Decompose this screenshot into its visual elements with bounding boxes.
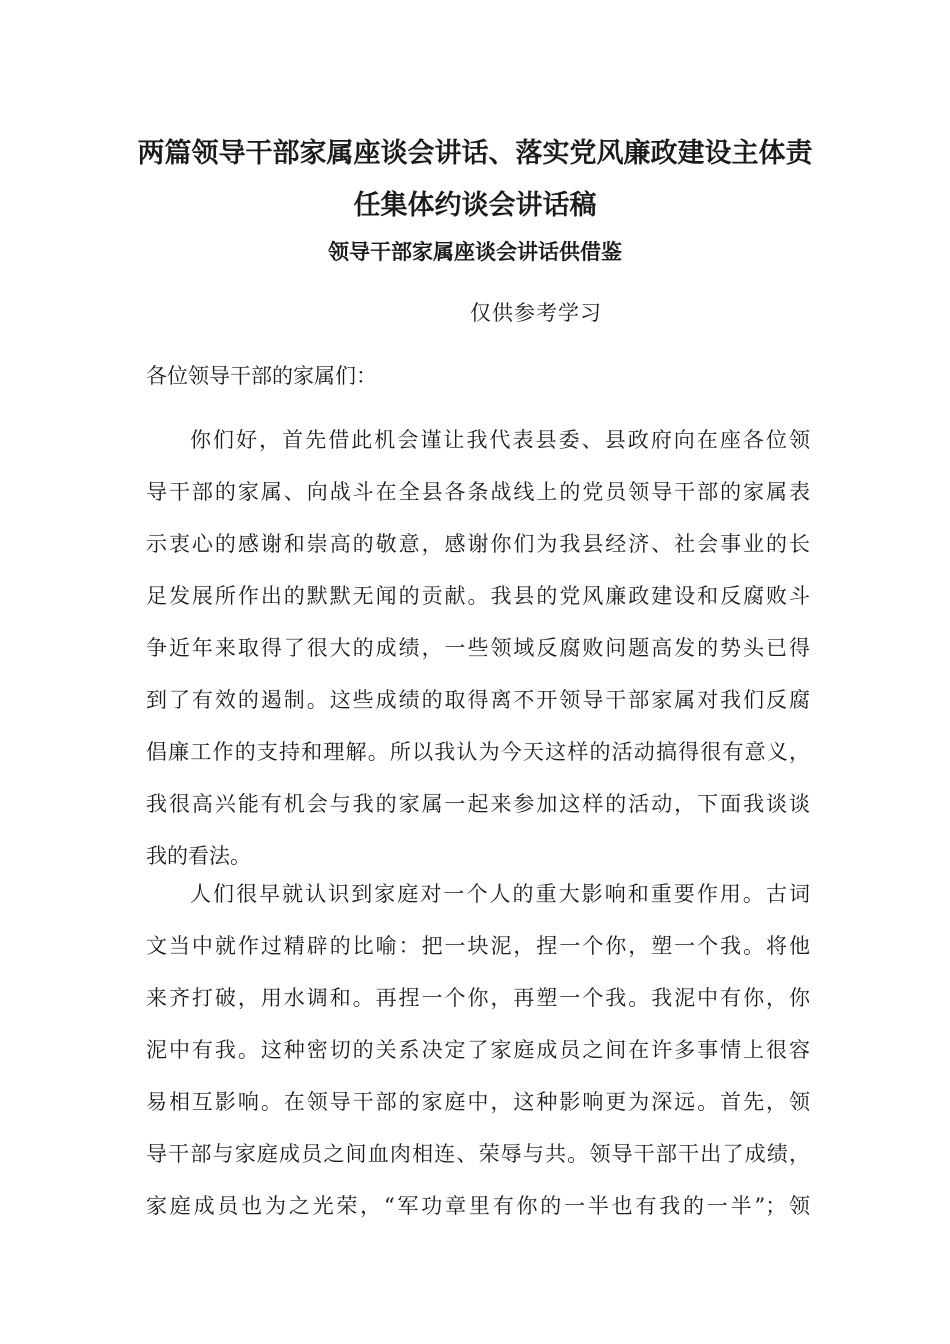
document-title <box>120 128 830 232</box>
paragraph <box>146 414 810 882</box>
paragraph-line: 我很高兴能有机会与我的家属一起来参加这样的活动，下面我谈谈 <box>146 792 810 816</box>
paragraph-line: 泥中有我。这种密切的关系决定了家庭成员之间在许多事情上很容 <box>146 1038 810 1062</box>
paragraph-line: 人们很早就认识到家庭对一个人的重大影响和重要作用。古词 <box>190 882 810 906</box>
reference-note: 仅供参考学习 <box>470 301 602 325</box>
salutation: 各位领导干部的家属们： <box>146 364 377 388</box>
paragraph-line: 我的看法。 <box>146 844 251 868</box>
paragraph-line: 你们好，首先借此机会谨让我代表县委、县政府向在座各位领 <box>190 428 810 452</box>
paragraph <box>146 868 810 1232</box>
paragraph-line: 争近年来取得了很大的成绩，一些领域反腐败问题高发的势头已得 <box>146 636 810 660</box>
paragraph-line: 家庭成员也为之光荣，“军功章里有你的一半也有我的一半”；领 <box>146 1194 810 1218</box>
paragraph-line: 易相互影响。在领导干部的家庭中，这种影响更为深远。首先，领 <box>146 1090 810 1114</box>
paragraph-line: 到了有效的遏制。这些成绩的取得离不开领导干部家属对我们反腐 <box>146 688 810 712</box>
document-subtitle: 领导干部家属座谈会讲话供借鉴 <box>328 240 622 264</box>
title-line: 任集体约谈会讲话稿 <box>353 190 597 221</box>
paragraph-line: 足发展所作出的默默无闻的贡献。我县的党风廉政建设和反腐败斗 <box>146 584 810 608</box>
paragraph-line: 文当中就作过精辟的比喻：把一块泥，捏一个你，塑一个我。将他 <box>146 934 810 958</box>
paragraph-line: 导干部的家属、向战斗在全县各条战线上的党员领导干部的家属表 <box>146 480 810 504</box>
paragraph-line: 示衷心的感谢和崇高的敬意，感谢你们为我县经济、社会事业的长 <box>146 532 810 556</box>
paragraph-line: 倡廉工作的支持和理解。所以我认为今天这样的活动搞得很有意义， <box>146 740 810 764</box>
paragraph-line: 导干部与家庭成员之间血肉相连、荣辱与共。领导干部干出了成绩， <box>146 1142 810 1166</box>
title-line: 两篇领导干部家属座谈会讲话、落实党风廉政建设主体责 <box>137 138 813 169</box>
paragraph-line: 来齐打破，用水调和。再捏一个你，再塑一个我。我泥中有你，你 <box>146 986 810 1010</box>
